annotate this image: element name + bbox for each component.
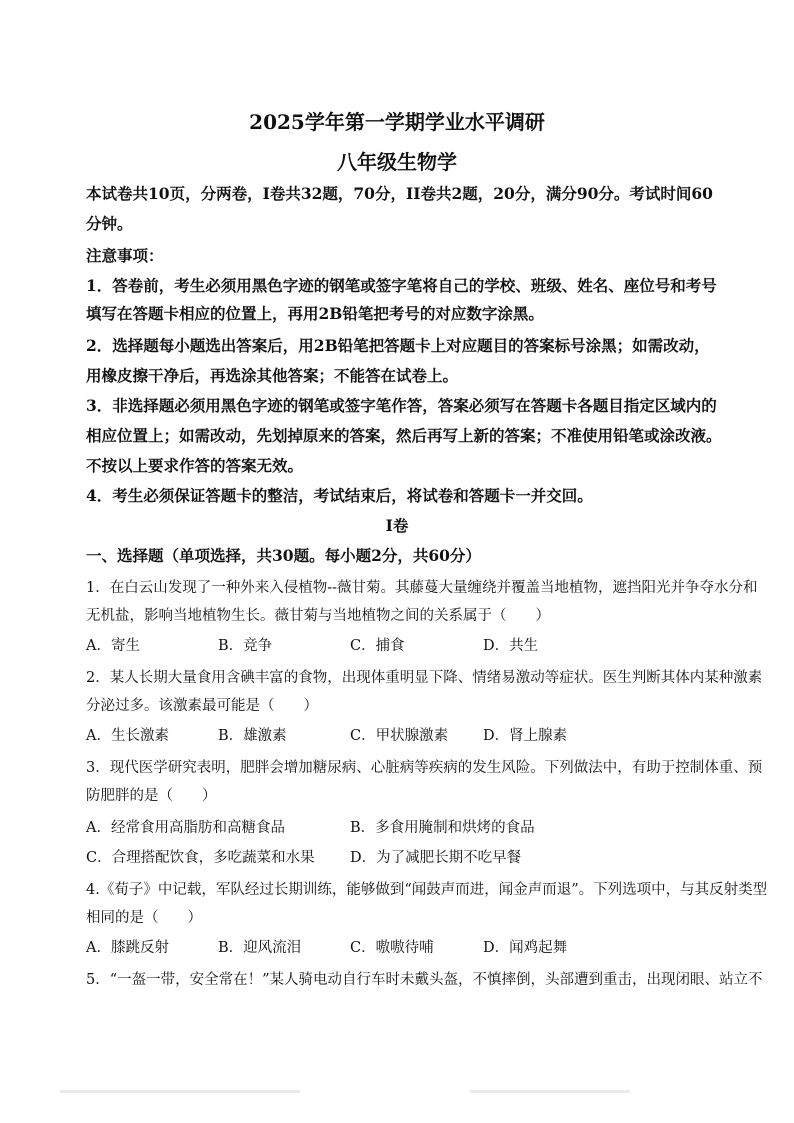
notice-heading: 注意事项： bbox=[86, 246, 164, 265]
question-3-option-c: C．合理搭配饮食，多吃蔬菜和水果 bbox=[86, 850, 315, 866]
notice-item-1-line-1: 1．答卷前，考生必须用黑色字迹的钢笔或签字笔将自己的学校、班级、姓名、座位号和考号 bbox=[86, 276, 717, 295]
section-heading: 一、选择题（单项选择，共30题。每小题2分，共60分） bbox=[86, 546, 481, 565]
question-4-line-2: 相同的是（ ） bbox=[86, 910, 202, 926]
question-2-option-c: C．甲状腺激素 bbox=[350, 728, 449, 744]
exam-subtitle: 八年级生物学 bbox=[337, 150, 457, 174]
question-2-line-1: 2．某人长期大量食用含碘丰富的食物，出现体重明显下降、情绪易激动等症状。医生判断其体内某种激素 bbox=[86, 670, 763, 686]
question-4-option-d: D．闻鸡起舞 bbox=[483, 940, 568, 956]
intro-line-2: 分钟。 bbox=[86, 214, 133, 233]
notice-item-3-line-1: 3．非选择题必须用黑色字迹的钢笔或签字笔作答，答案必须写在答题卡各题目指定区域内的 bbox=[86, 396, 717, 415]
question-1-option-b: B．竞争 bbox=[218, 638, 273, 654]
question-2-line-2: 分泌过多。该激素最可能是（ ） bbox=[86, 698, 318, 714]
question-4-option-b: B．迎风流泪 bbox=[218, 940, 302, 956]
question-1-line-1: 1．在白云山发现了一种外来入侵植物--薇甘菊。其藤蔓大量缠绕并覆盖当地植物，遮挡阳光并争夺水分和 bbox=[86, 580, 758, 596]
question-1-option-d: D．共生 bbox=[483, 638, 539, 654]
volume-label: I卷 bbox=[385, 516, 409, 535]
question-2-option-d: D．肾上腺素 bbox=[483, 728, 568, 744]
question-1-option-c: C．捕食 bbox=[350, 638, 405, 654]
exam-title: 2025学年第一学期学业水平调研 bbox=[249, 110, 545, 134]
question-3-line-2: 防肥胖的是（ ） bbox=[86, 788, 217, 804]
question-4-option-c: C．嗷嗷待哺 bbox=[350, 940, 434, 956]
intro-line-1: 本试卷共10页，分两卷，I卷共32题，70分，II卷共2题，20分，满分90分。考试时间60 bbox=[86, 184, 713, 203]
question-4-line-1: 4.《荀子》中记载，军队经过长期训练，能够做到“闻鼓声而进，闻金声而退”。下列选项中，与其反射类型 bbox=[86, 882, 768, 898]
footer-watermark-left bbox=[60, 1090, 300, 1093]
notice-item-1-line-2: 填写在答题卡相应的位置上，再用2B铅笔把考号的对应数字涂黑。 bbox=[86, 304, 544, 323]
question-1-option-a: A．寄生 bbox=[86, 638, 140, 654]
question-3-option-b: B．多食用腌制和烘烤的食品 bbox=[350, 820, 535, 836]
notice-item-3-line-2: 相应位置上；如需改动，先划掉原来的答案，然后再写上新的答案；不准使用铅笔或涂改液。 bbox=[86, 426, 722, 445]
question-2-option-b: B．雄激素 bbox=[218, 728, 287, 744]
question-2-option-a: A．生长激素 bbox=[86, 728, 169, 744]
notice-item-2-line-2: 用橡皮擦干净后，再选涂其他答案；不能答在试卷上。 bbox=[86, 366, 459, 385]
footer-watermark-right bbox=[470, 1090, 630, 1093]
question-3-option-a: A．经常食用高脂肪和高糖食品 bbox=[86, 820, 285, 836]
notice-item-4: 4．考生必须保证答题卡的整洁，考试结束后，将试卷和答题卡一并交回。 bbox=[86, 486, 593, 505]
notice-item-3-line-3: 不按以上要求作答的答案无效。 bbox=[86, 456, 304, 475]
question-1-line-2: 无机盐，影响当地植物生长。薇甘菊与当地植物之间的关系属于（ ） bbox=[86, 608, 550, 624]
question-3-line-1: 3．现代医学研究表明，肥胖会增加糖尿病、心脏病等疾病的发生风险。下列做法中，有助于控制体重、预 bbox=[86, 760, 763, 776]
notice-item-2-line-1: 2．选择题每小题选出答案后，用2B铅笔把答题卡上对应题目的答案标号涂黑；如需改动， bbox=[86, 336, 710, 355]
question-4-option-a: A．膝跳反射 bbox=[86, 940, 169, 956]
question-5-line-1: 5．“一盔一带，安全常在！”某人骑电动自行车时未戴头盔，不慎摔倒，头部遭到重击，出现闭眼、站立不 bbox=[86, 972, 763, 988]
question-3-option-d: D．为了减肥长期不吃早餐 bbox=[350, 850, 522, 866]
